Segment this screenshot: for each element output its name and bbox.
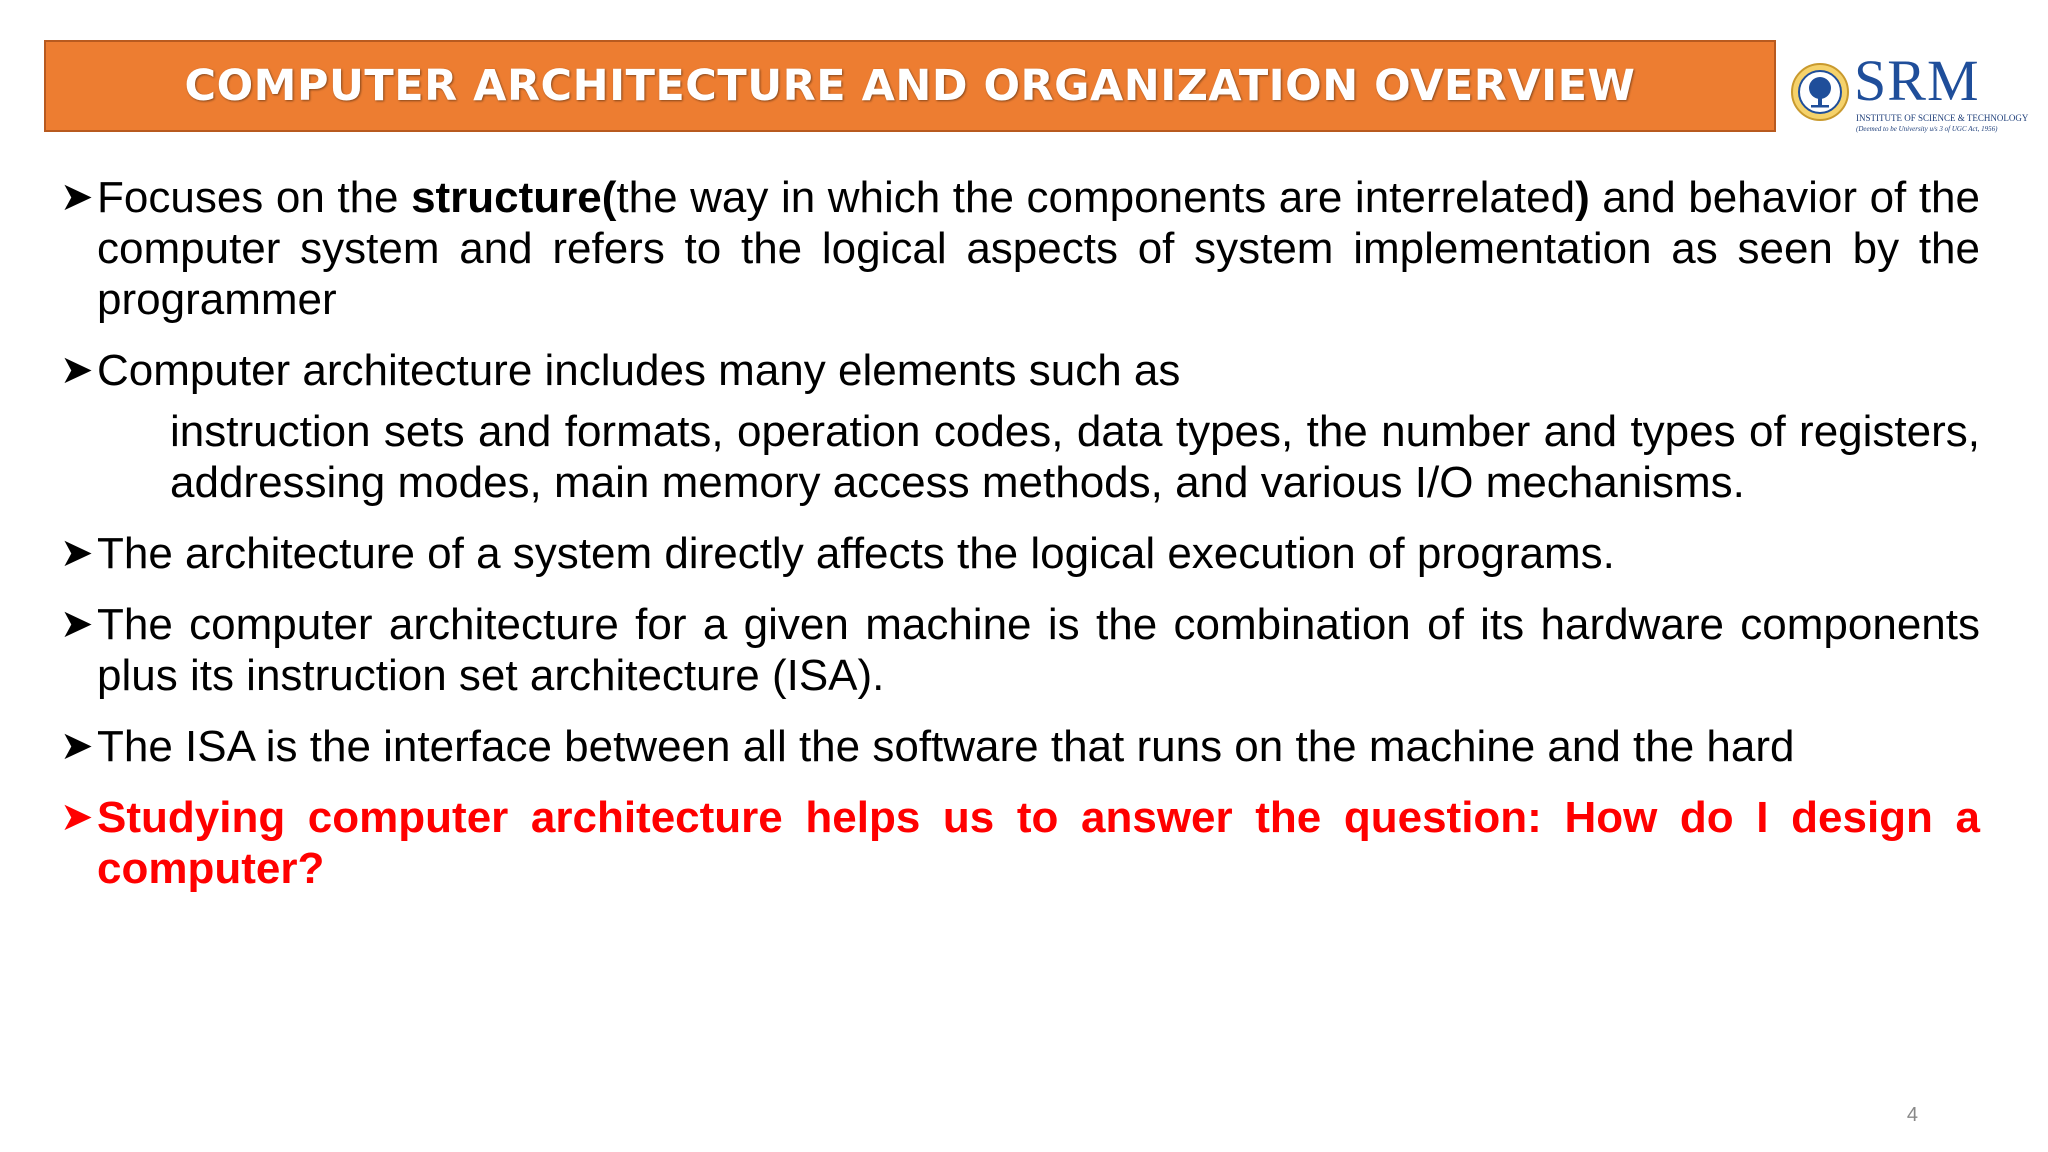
srm-logo <box>1790 48 2029 138</box>
arrow-bullet-icon: ➤ <box>60 531 94 575</box>
slide-title: COMPUTER ARCHITECTURE AND ORGANIZATION OVERVIEW <box>184 61 1636 111</box>
bullet-text: The architecture of a system directly affects the logical execution of programs. <box>97 529 1615 578</box>
bullet-text: the way in which the components are interrelated <box>616 173 1576 222</box>
bullet-text: The ISA is the interface between all the software that runs on the machine and the hard <box>97 722 1795 771</box>
bullet-item <box>60 345 1980 508</box>
logo-wordmark: SRM <box>1854 48 1980 113</box>
arrow-bullet-icon: ➤ <box>60 795 94 839</box>
logo-subtitle: INSTITUTE OF SCIENCE & TECHNOLOGY <box>1856 113 2029 123</box>
bullet-item <box>60 172 1980 325</box>
bullet-bold-term: structure( <box>411 173 617 222</box>
bullet-item <box>60 599 1980 701</box>
bullet-bold-term: ) <box>1575 173 1590 222</box>
bullet-text: and behavior of the computer system and refers to the logical aspects of system implementation as seen by the programmer <box>97 173 1980 324</box>
bullet-text: Focuses on the <box>97 173 412 222</box>
slide-body <box>60 172 1980 914</box>
bullet-text: Computer architecture includes many elements such as <box>97 346 1181 395</box>
srm-seal-icon <box>1790 62 1850 122</box>
page-number: 4 <box>1906 1104 1918 1126</box>
bullet-item-highlight <box>60 792 1980 894</box>
logo-tagline: (Deemed to be University u/s 3 of UGC Act, 1956) <box>1856 125 1998 133</box>
bullet-text: The computer architecture for a given machine is the combination of its hardware components plus its instruction set architecture (ISA). <box>97 600 1980 700</box>
bullet-text: Studying computer architecture helps us to answer the question: How do I design a computer? <box>97 793 1980 893</box>
slide-title-bar <box>44 40 1776 132</box>
arrow-bullet-icon: ➤ <box>60 175 94 219</box>
bullet-item <box>60 721 1980 772</box>
bullet-sub-text: instruction sets and formats, operation codes, data types, the number and types of registers, addressing modes, main memory access methods, and various I/O mechanisms. <box>170 407 1980 507</box>
arrow-bullet-icon: ➤ <box>60 724 94 768</box>
bullet-item <box>60 528 1980 579</box>
arrow-bullet-icon: ➤ <box>60 602 94 646</box>
arrow-bullet-icon: ➤ <box>60 348 94 392</box>
